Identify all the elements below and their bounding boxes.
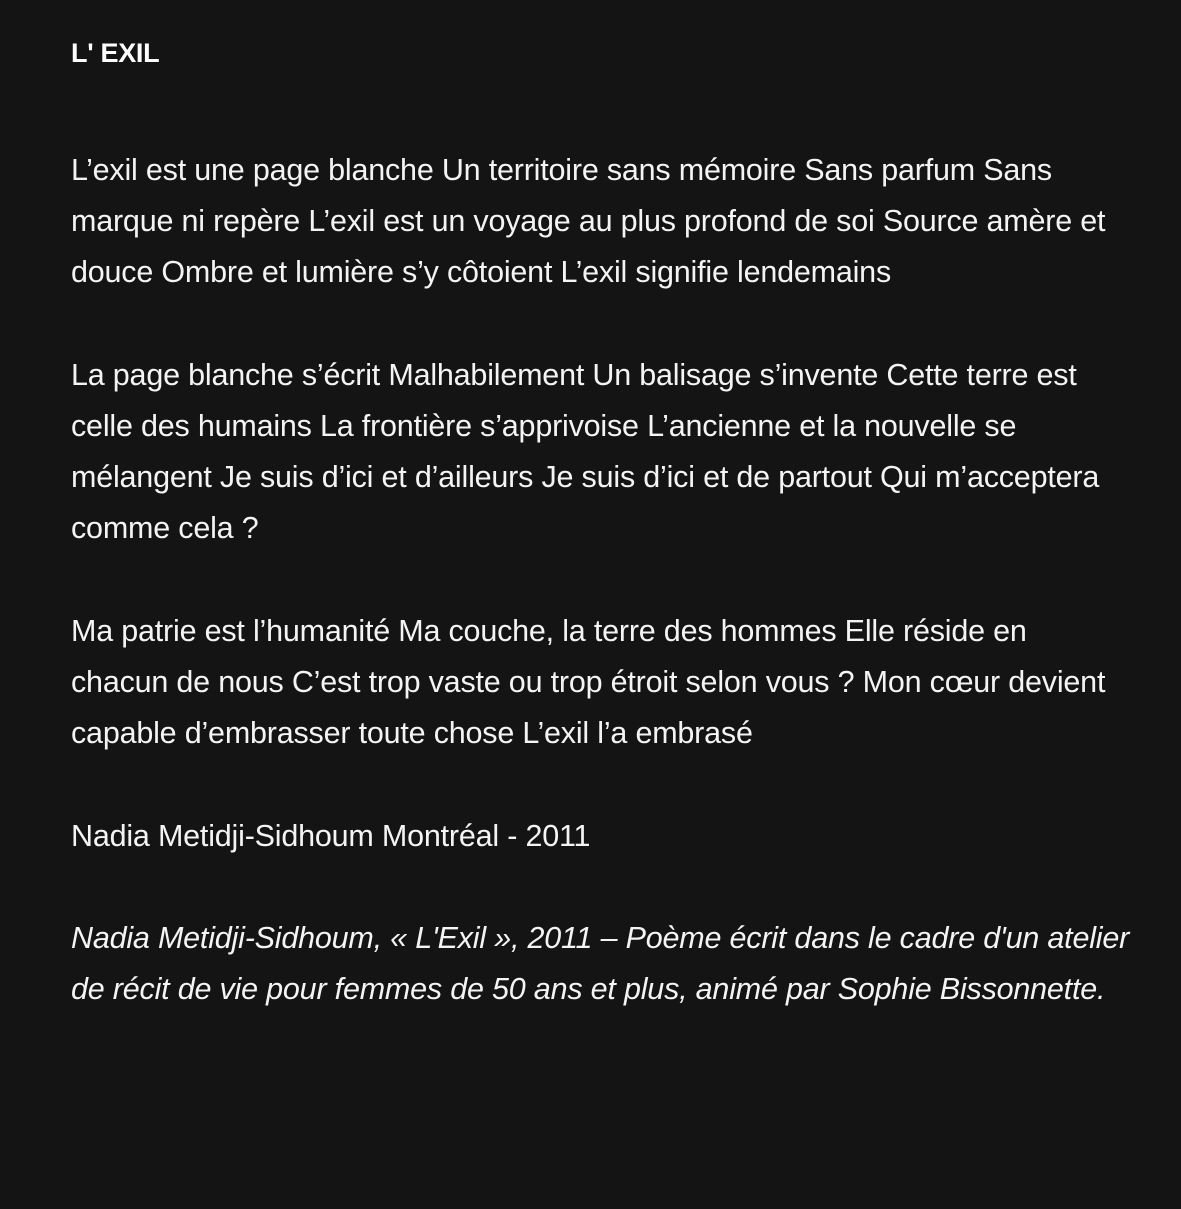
- poem-title: L' EXIL: [71, 38, 160, 68]
- poem-stanza-3: Ma patrie est l’humanité Ma couche, la terre des hommes Elle réside en chacun de nous C’est trop vaste ou trop étroit selon vous ? Mon cœur devient capable d’embrasser toute chose L’exil l’a embrasé: [71, 614, 1106, 750]
- poem-signature: Nadia Metidji-Sidhoum Montréal - 2011: [71, 819, 591, 853]
- poem-stanza-1: L’exil est une page blanche Un territoire sans mémoire Sans parfum Sans marque ni repère L’exil est un voyage au plus profond de soi Source amère et douce Ombre et lumière s’y côtoient L’exil signifie lendemains: [71, 153, 1106, 289]
- poem-stanza-2: La page blanche s’écrit Malhabilement Un balisage s’invente Cette terre est celle des humains La frontière s’apprivoise L’ancienne et la nouvelle se mélangent Je suis d’ici et d’ailleurs Je suis d’ici et de partout Qui m’acceptera comme cela ?: [71, 358, 1100, 545]
- poem-credit: Nadia Metidji-Sidhoum, « L'Exil », 2011 – Poème écrit dans le cadre d'un atelier de récit de vie pour femmes de 50 ans et plus, animé par Sophie Bissonnette.: [71, 921, 1130, 1006]
